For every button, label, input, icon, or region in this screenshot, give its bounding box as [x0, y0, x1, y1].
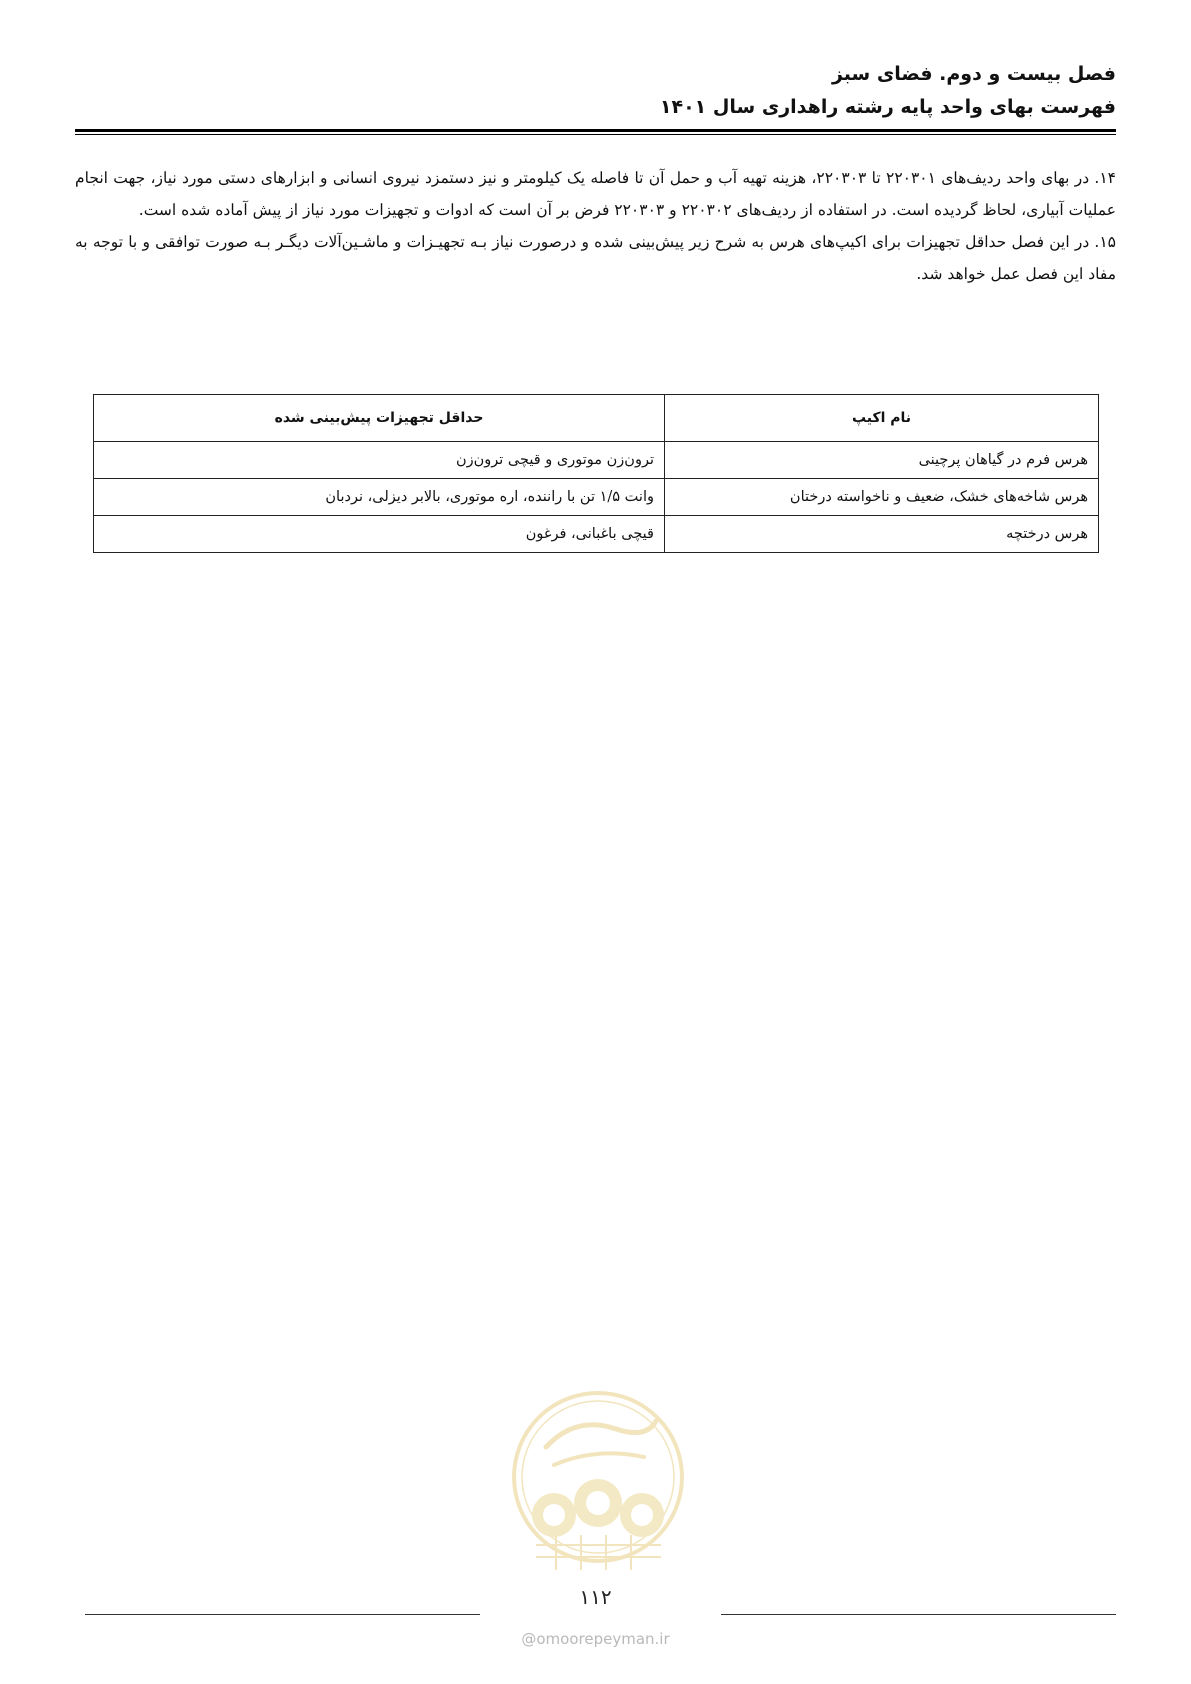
equipment-table [93, 394, 1099, 553]
document-title: فهرست بهای واحد پایه رشته راهداری سال ۱۴۰۱ [659, 96, 1116, 118]
cell-team-name: هرس فرم در گیاهان پرچینی [665, 442, 1099, 479]
table-row [94, 479, 1099, 516]
table-header-row [94, 395, 1099, 442]
header-divider-thick [75, 129, 1116, 132]
cell-min-equipment: وانت ۱/۵ تن با راننده، اره موتوری، بالابر دیزلی، نردبان [94, 479, 665, 516]
table-row [94, 516, 1099, 553]
paragraph-15: ۱۵. در این فصل حداقل تجهیزات برای اکیپ‌های هرس به شرح زیر پیش‌بینی شده و درصورت نیاز بـه تجهیـزات و ماشـین‌آلات دیگـر بـه صورت توافقی و با توجه به مفاد این فصل عمل خواهد شد. [75, 233, 1116, 283]
publisher-logo-watermark [506, 1385, 691, 1580]
cell-team-name: هرس شاخه‌های خشک، ضعیف و ناخواسته درختان [665, 479, 1099, 516]
header-team-name: نام اکیپ [665, 395, 1099, 442]
site-watermark: @omoorepeyman.ir [521, 1630, 670, 1648]
cell-min-equipment: قیچی باغبانی، فرغون [94, 516, 665, 553]
body-text [75, 162, 1116, 290]
header-min-equipment: حداقل تجهیزات پیش‌بینی شده [94, 395, 665, 442]
cell-min-equipment: ترون‌زن موتوری و قیچی ترون‌زن [94, 442, 665, 479]
page-number: ۱۱۲ [579, 1585, 612, 1609]
header-divider-thin [75, 134, 1116, 135]
footer-divider-right [721, 1614, 1116, 1615]
footer-divider-left [85, 1614, 480, 1615]
paragraph-14: ۱۴. در بهای واحد ردیف‌های ۲۲۰۳۰۱ تا ۲۲۰۳۰۳، هزینه تهیه آب و حمل آن تا فاصله یک کیلومتر و نیز دستمزد نیروی انسانی و ابزارهای دستی مورد نیاز، جهت انجام عملیات آبیاری، لحاظ گردیده است. در استفاده از ردیف‌های ۲۲۰۳۰۲ و ۲۲۰۳۰۳ فرض بر آن است که ادوات و تجهیزات مورد نیاز از پیش آماده شده است. [75, 169, 1117, 219]
page-header [75, 58, 1116, 124]
chapter-title: فصل بیست و دوم. فضای سبز [831, 63, 1116, 85]
cell-team-name: هرس درختچه [665, 516, 1099, 553]
table-row [94, 442, 1099, 479]
